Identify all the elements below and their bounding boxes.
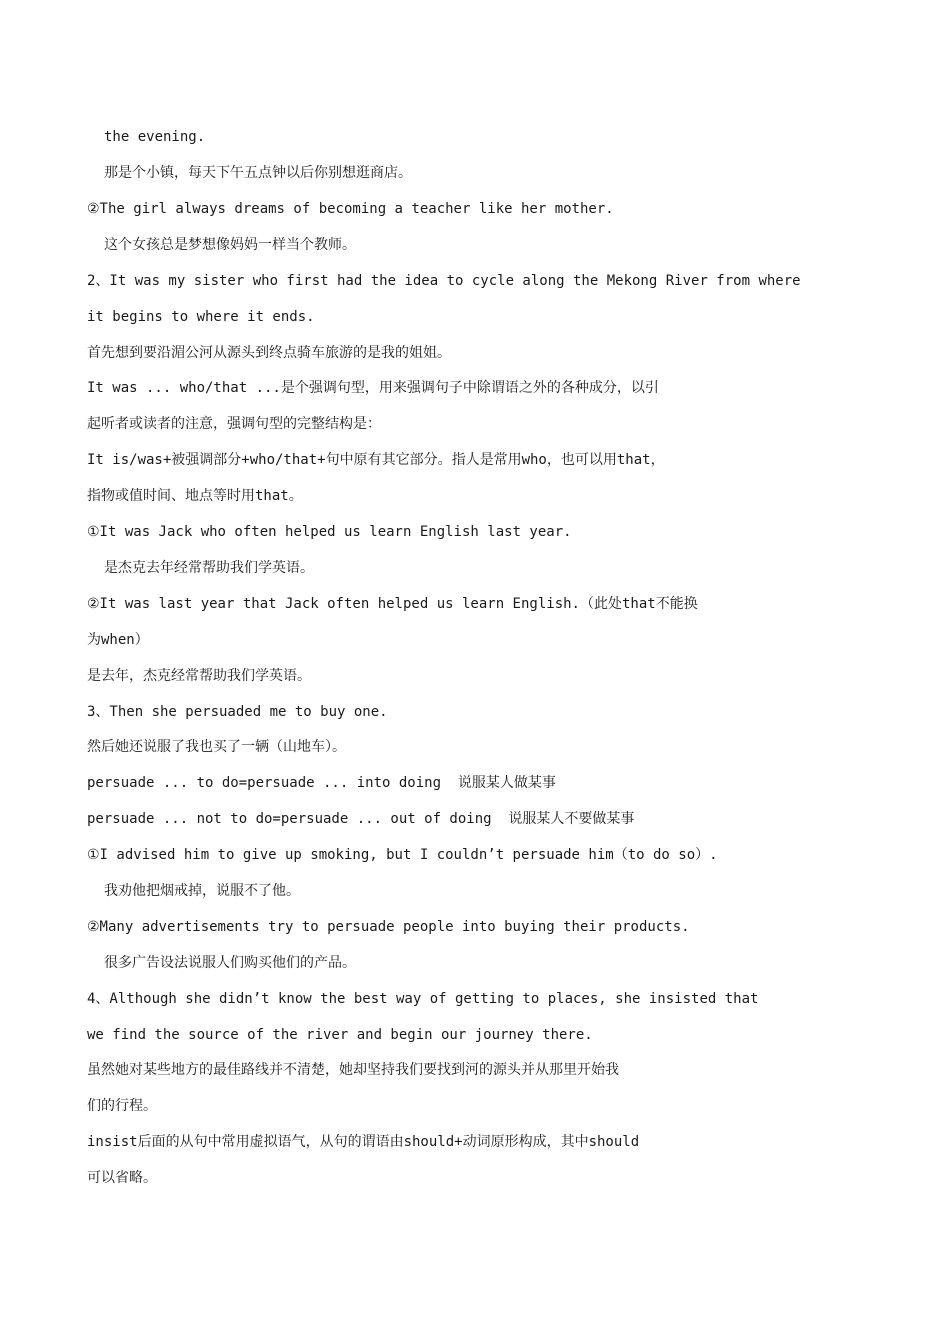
text-line: persuade ... to do=persuade ... into doing 说服某人做某事 [87,775,556,791]
text-line: the evening. [104,129,206,145]
text-line: insist后面的从句中常用虚拟语气，从句的谓语由should+动词原形构成，其中should [87,1134,640,1150]
text-line: 那是个小镇，每天下午五点钟以后你别想逛商店。 [104,165,412,181]
text-line: 然后她还说服了我也买了一辆（山地车）。 [87,739,346,755]
text-line: 可以省略。 [87,1170,157,1186]
text-line: we find the source of the river and begin our journey there. [87,1027,593,1043]
text-line: 2、It was my sister who first had the idea to cycle along the Mekong River from where [87,273,801,289]
text-line: ②It was last year that Jack often helped us learn English.（此处that不能换 [87,596,698,612]
text-line: 是杰克去年经常帮助我们学英语。 [104,560,314,576]
text-line: 我劝他把烟戒掉，说服不了他。 [104,883,300,899]
text-line: 起听者或读者的注意，强调句型的完整结构是： [87,416,381,432]
text-line: ②The girl always dreams of becoming a teacher like her mother. [87,201,614,217]
text-line: 很多广告设法说服人们购买他们的产品。 [104,955,356,971]
text-line: persuade ... not to do=persuade ... out of doing 说服某人不要做某事 [87,811,635,827]
text-line: 虽然她对某些地方的最佳路线并不清楚，她却坚持我们要找到河的源头并从那里开始我 [87,1062,619,1078]
text-line: 这个女孩总是梦想像妈妈一样当个教师。 [104,237,356,253]
text-line: 4、Although she didn’t know the best way of getting to places, she insisted that [87,991,759,1007]
text-line: It is/was+被强调部分+who/that+句中原有其它部分。指人是常用who，也可以用that， [87,452,665,468]
text-line: It was ... who/that ...是个强调句型，用来强调句子中除谓语之外的各种成分，以引 [87,380,659,396]
text-line: 为when） [87,632,149,648]
text-line: 们的行程。 [87,1098,157,1114]
text-line: 指物或值时间、地点等时用that。 [87,488,303,504]
text-line: it begins to where it ends. [87,309,315,325]
text-line: ①It was Jack who often helped us learn English last year. [87,524,572,540]
text-line: ②Many advertisements try to persuade people into buying their products. [87,919,690,935]
text-line: ①I advised him to give up smoking, but I couldn’t persuade him（to do so）. [87,847,718,863]
text-line: 是去年，杰克经常帮助我们学英语。 [87,668,311,684]
text-line: 首先想到要沿湄公河从源头到终点骑车旅游的是我的姐姐。 [87,345,451,361]
text-line: 3、Then she persuaded me to buy one. [87,704,388,720]
